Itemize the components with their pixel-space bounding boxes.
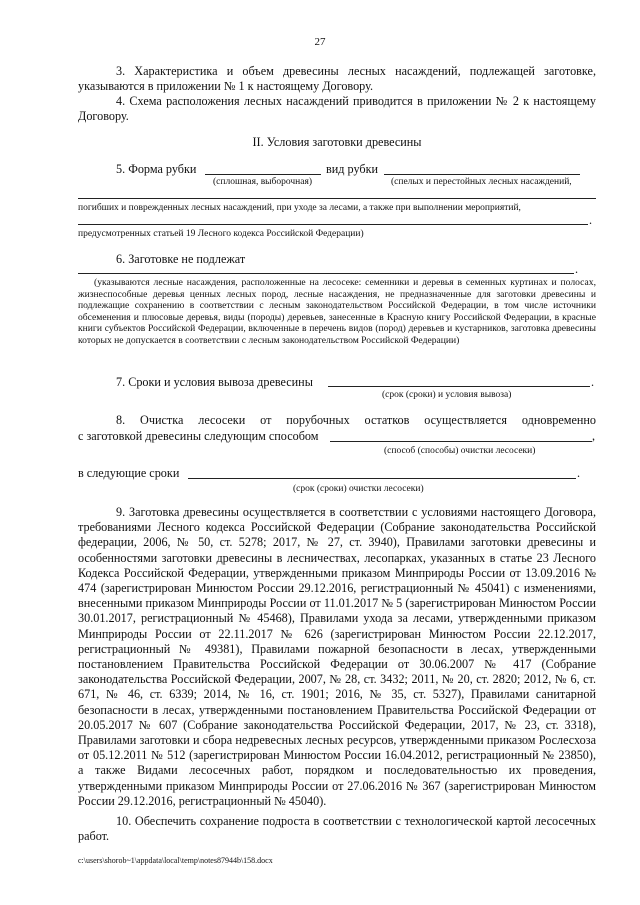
paragraph-item-3: 3. Характеристика и объем древесины лесных насаждений, подлежащей заготовке, указываются в приложении № 1 к настоящему Договору. — [78, 64, 596, 94]
paragraph-item-10: 10. Обеспечить сохранение подроста в соответствии с технологической картой лесосечных работ. — [78, 814, 596, 844]
removal-terms-label: 7. Сроки и условия вывоза древесины — [116, 375, 313, 389]
cleanup-line-1: 8. Очистка лесосеки от порубочных остатков осуществляется одновременно — [116, 413, 596, 427]
page-number: 27 — [314, 36, 326, 48]
cleanup-terms-field[interactable] — [188, 478, 576, 479]
type-of-felling-label: вид рубки — [326, 162, 379, 176]
not-subject-note: (указываются лесные насаждения, расположенные на лесосеке: семенники и деревья в семенных куртинах и полосах, жизнеспособные деревья ценных лесных пород, лесные насаждения, не предназначенные для заготовки древесины и подлежащие сохранению в соответствии с лесным законодательством Российской Федерации, в том числе источники обсеменения и плюсовые деревья, виды (породы) деревьев, занесенные в Красную книгу Российской Федерации, в красные книги субъектов Российской Федерации, включенные в перечень видов (пород) деревьев и кустарников, заготовка древесины которых не допускается в соответствии с лесным законодательством Российской Федерации) — [78, 277, 596, 346]
cleanup-method-label: с заготовкой древесины следующим способом — [78, 429, 319, 443]
felling-line-end-punct: . — [589, 213, 593, 227]
cleanup-terms-label: в следующие сроки — [78, 466, 180, 480]
cleanup-terms-end-punct: . — [577, 466, 581, 480]
felling-caption-line-3: предусмотренных статьей 19 Лесного кодекса Российской Федерации) — [78, 229, 364, 239]
form-of-felling-label: 5. Форма рубки — [116, 162, 197, 176]
not-subject-label: 6. Заготовке не подлежат — [116, 252, 246, 266]
removal-terms-field[interactable] — [328, 386, 590, 387]
not-subject-end-punct: . — [575, 262, 579, 276]
cleanup-method-field[interactable] — [330, 441, 592, 442]
section-title: II. Условия заготовки древесины — [252, 135, 422, 149]
file-path-footer: c:\users\shorob~1\appdata\local\temp\notes87944b\158.docx — [78, 856, 273, 865]
paragraph-item-9: 9. Заготовка древесины осуществляется в соответствии с условиями настоящего Договора, требованиями Лесного кодекса Российской Федерации (Собрание законодательства Российской федерации, 2006, № 50, ст. 5278; 2017, № 27, ст. 3940), Правилами заготовки древесины и особенностями заготовки древесины в лесничествах, лесопарках, указанных в статье 23 Лесного Кодекса Российской Федерации, утвержденными приказом Минприроды России от 13.09.2016 № 474 (зарегистрирован Минюстом России 29.12.2016, регистрационный № 45041) с изменениями, внесенными приказом Минприроды России от 11.01.2017 № 5 (зарегистрирован Минюстом России 30.01.2017, регистрационный № 45468), Правилами ухода за лесами, утвержденными приказом Минприроды России от 22.11.2017 № 626 (зарегистрирован Минюстом России 22.12.2017, регистрационный № 49381), Правилами пожарной безопасности в лесах, утвержденными постановлением Правительства Российской Федерации от 30.06.2007 № 417 (Собрание законодательства Российской Федерации, 2007, № 28, ст. 3432; 2011, № 20, ст. 2820; 2012, № 6, ст. 671, № 46, ст. 6339; 2014, № 16, ст. 1901; 2016, № 35, ст. 5327), Правилами санитарной безопасности в лесах, утвержденными постановлением Правительства Российской Федерации от 20.05.2017 № 607 (Собрание законодательства Российской Федерации, 2017, № 23, ст. 3318), Правилами заготовки и сбора недревесных лесных ресурсов, утвержденными приказом Рослесхоза от 05.12.2011 № 512 (зарегистрирован Минюстом России 16.04.2012, регистрационный № 23850), а также Видами лесосечных работ, порядком и последовательностью их проведения, утвержденными приказом Минприроды России от 27.06.2016 № 367 (зарегистрирован Минюстом России 29.12.2016, регистрационный № 45040). — [78, 505, 596, 808]
felling-extra-line-2[interactable] — [78, 224, 588, 225]
felling-caption-line-2: погибших и поврежденных лесных насаждений, при уходе за лесами, а также при выполнении мероприятий, — [78, 203, 521, 213]
form-of-felling-field[interactable] — [205, 174, 321, 175]
felling-extra-line-1[interactable] — [78, 198, 596, 199]
cleanup-method-caption: (способ (способы) очистки лесосеки) — [384, 446, 536, 456]
not-subject-field[interactable] — [78, 273, 574, 274]
cleanup-terms-caption: (срок (сроки) очистки лесосеки) — [293, 484, 424, 494]
removal-terms-caption: (срок (сроки) и условия вывоза) — [382, 390, 512, 400]
type-of-felling-field[interactable] — [384, 174, 580, 175]
type-of-felling-caption: (спелых и перестойных лесных насаждений, — [391, 177, 572, 187]
removal-terms-end-punct: . — [591, 375, 595, 389]
form-of-felling-caption: (сплошная, выборочная) — [213, 177, 313, 187]
cleanup-method-end-punct: , — [592, 429, 596, 443]
paragraph-item-4: 4. Схема расположения лесных насаждений приводится в приложении № 2 к настоящему Договору. — [78, 94, 596, 124]
